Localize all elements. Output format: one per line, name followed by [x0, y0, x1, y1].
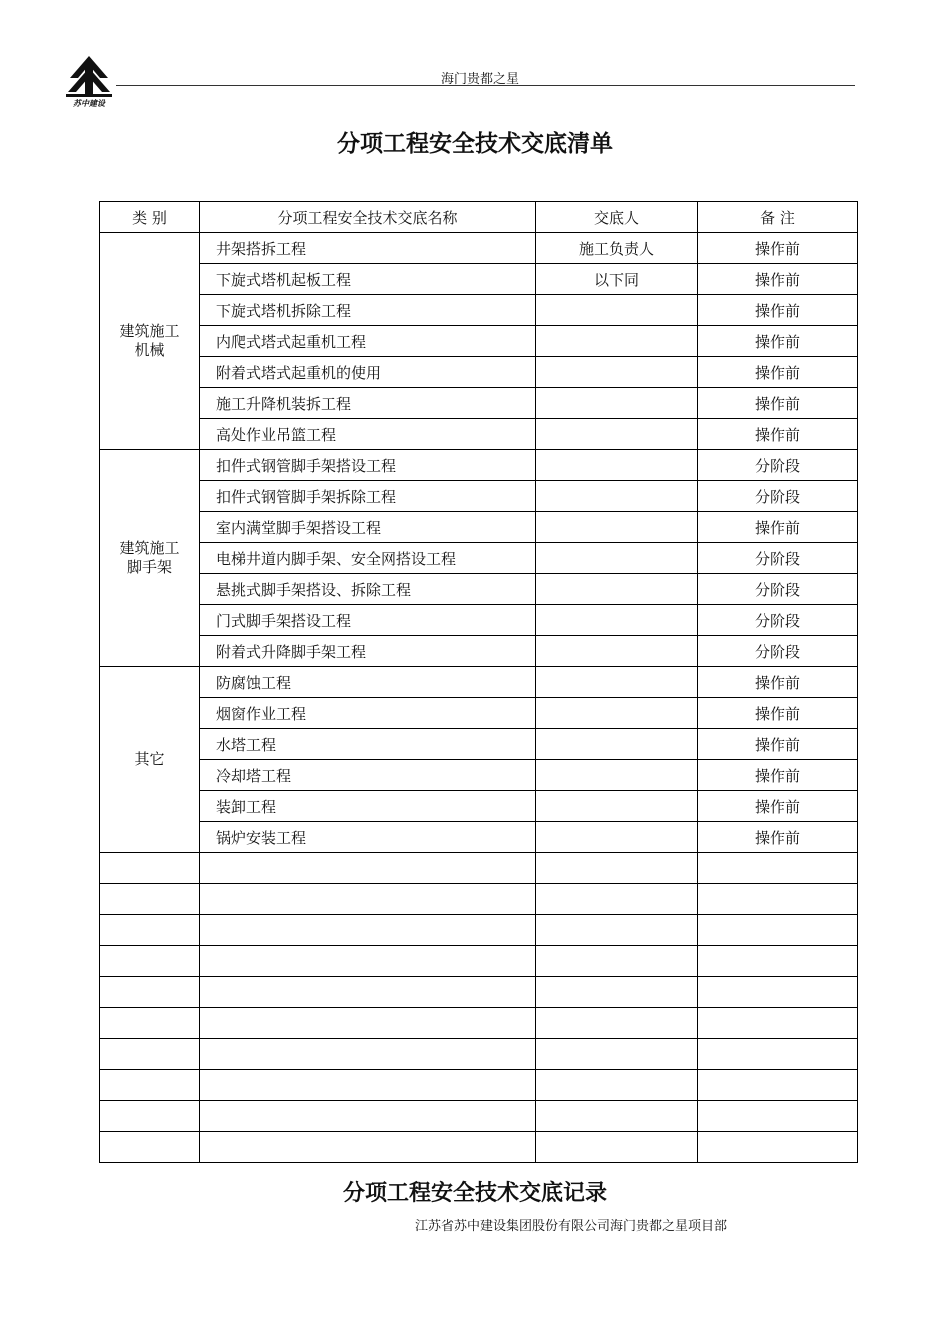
item-person-cell: [536, 419, 698, 450]
empty-row: [100, 1070, 858, 1101]
table-row: [100, 791, 858, 822]
table-row: [100, 326, 858, 357]
item-person-cell: [536, 822, 698, 853]
empty-cell: [200, 977, 536, 1008]
item-remark-cell: 操作前: [698, 729, 858, 760]
table-row: [100, 729, 858, 760]
item-remark-cell: 操作前: [698, 667, 858, 698]
item-person-cell: [536, 326, 698, 357]
item-person-cell: [536, 729, 698, 760]
empty-cell: [536, 1008, 698, 1039]
item-name-cell: 扣件式钢管脚手架搭设工程: [200, 450, 536, 481]
table-row: [100, 605, 858, 636]
empty-row: [100, 1008, 858, 1039]
table-row: [100, 667, 858, 698]
page-title: 分项工程安全技术交底清单: [337, 131, 613, 157]
empty-cell: [100, 946, 200, 977]
empty-cell: [536, 884, 698, 915]
empty-cell: [200, 1039, 536, 1070]
company-logo-icon: [64, 54, 114, 98]
item-name-cell: 锅炉安装工程: [200, 822, 536, 853]
empty-cell: [536, 915, 698, 946]
table-row: [100, 233, 858, 264]
header-remark: 备 注: [698, 202, 858, 233]
item-person-cell: [536, 667, 698, 698]
item-person-cell: 施工负责人: [536, 233, 698, 264]
empty-cell: [100, 977, 200, 1008]
header-person: 交底人: [536, 202, 698, 233]
empty-cell: [536, 1132, 698, 1163]
empty-cell: [100, 1039, 200, 1070]
item-name-cell: 烟窗作业工程: [200, 698, 536, 729]
footer-company: 江苏省苏中建设集团股份有限公司海门贵都之星项目部: [415, 1219, 728, 1234]
empty-cell: [536, 1039, 698, 1070]
table-row: [100, 512, 858, 543]
empty-row: [100, 884, 858, 915]
item-name-cell: 施工升降机装拆工程: [200, 388, 536, 419]
item-person-cell: [536, 512, 698, 543]
empty-cell: [698, 946, 858, 977]
item-remark-cell: 操作前: [698, 357, 858, 388]
table-row: [100, 698, 858, 729]
empty-cell: [200, 884, 536, 915]
empty-cell: [100, 1070, 200, 1101]
item-remark-cell: 操作前: [698, 698, 858, 729]
table-row: [100, 822, 858, 853]
disclosure-list-table: [99, 201, 858, 1163]
table-row: [100, 295, 858, 326]
category-cell: 其它: [100, 667, 200, 853]
empty-cell: [698, 915, 858, 946]
empty-cell: [536, 977, 698, 1008]
table-row: [100, 419, 858, 450]
empty-cell: [200, 1132, 536, 1163]
empty-row: [100, 1101, 858, 1132]
item-person-cell: [536, 295, 698, 326]
item-name-cell: 内爬式塔式起重机工程: [200, 326, 536, 357]
empty-cell: [698, 1101, 858, 1132]
item-name-cell: 电梯井道内脚手架、安全网搭设工程: [200, 543, 536, 574]
empty-cell: [698, 1039, 858, 1070]
item-name-cell: 下旋式塔机起板工程: [200, 264, 536, 295]
table-row: [100, 636, 858, 667]
item-remark-cell: 操作前: [698, 295, 858, 326]
header-rule: [116, 85, 855, 86]
item-name-cell: 室内满堂脚手架搭设工程: [200, 512, 536, 543]
logo-text: 苏中建设: [73, 99, 105, 108]
table-row: [100, 357, 858, 388]
empty-cell: [100, 853, 200, 884]
empty-cell: [100, 915, 200, 946]
empty-cell: [200, 853, 536, 884]
item-remark-cell: 分阶段: [698, 543, 858, 574]
empty-cell: [200, 946, 536, 977]
item-name-cell: 防腐蚀工程: [200, 667, 536, 698]
table-row: [100, 450, 858, 481]
item-person-cell: [536, 605, 698, 636]
empty-cell: [698, 853, 858, 884]
empty-cell: [100, 1008, 200, 1039]
item-remark-cell: 分阶段: [698, 481, 858, 512]
item-remark-cell: 操作前: [698, 512, 858, 543]
item-remark-cell: 操作前: [698, 822, 858, 853]
item-name-cell: 门式脚手架搭设工程: [200, 605, 536, 636]
item-name-cell: 下旋式塔机拆除工程: [200, 295, 536, 326]
empty-cell: [100, 1132, 200, 1163]
empty-cell: [698, 884, 858, 915]
item-person-cell: [536, 636, 698, 667]
empty-cell: [536, 853, 698, 884]
item-person-cell: [536, 543, 698, 574]
item-person-cell: [536, 388, 698, 419]
item-remark-cell: 操作前: [698, 233, 858, 264]
item-person-cell: [536, 357, 698, 388]
item-name-cell: 高处作业吊篮工程: [200, 419, 536, 450]
empty-cell: [698, 1008, 858, 1039]
item-person-cell: [536, 450, 698, 481]
table-row: [100, 481, 858, 512]
item-name-cell: 井架搭拆工程: [200, 233, 536, 264]
item-person-cell: [536, 760, 698, 791]
empty-cell: [698, 1070, 858, 1101]
empty-row: [100, 853, 858, 884]
item-name-cell: 水塔工程: [200, 729, 536, 760]
empty-cell: [536, 1101, 698, 1132]
item-name-cell: 悬挑式脚手架搭设、拆除工程: [200, 574, 536, 605]
item-person-cell: [536, 481, 698, 512]
empty-row: [100, 915, 858, 946]
empty-row: [100, 1132, 858, 1163]
empty-cell: [100, 884, 200, 915]
item-remark-cell: 操作前: [698, 419, 858, 450]
header-name: 分项工程安全技术交底名称: [200, 202, 536, 233]
table-row: [100, 388, 858, 419]
empty-cell: [536, 946, 698, 977]
header-category: 类 别: [100, 202, 200, 233]
table-row: [100, 574, 858, 605]
empty-cell: [698, 1132, 858, 1163]
empty-cell: [200, 1070, 536, 1101]
item-name-cell: 冷却塔工程: [200, 760, 536, 791]
category-cell: 建筑施工 脚手架: [100, 450, 200, 667]
item-remark-cell: 操作前: [698, 388, 858, 419]
item-person-cell: [536, 791, 698, 822]
table-row: [100, 543, 858, 574]
empty-cell: [536, 1070, 698, 1101]
header-project-name: 海门贵都之星: [440, 72, 519, 87]
empty-cell: [200, 915, 536, 946]
item-remark-cell: 分阶段: [698, 450, 858, 481]
item-name-cell: 扣件式钢管脚手架拆除工程: [200, 481, 536, 512]
empty-row: [100, 1039, 858, 1070]
item-person-cell: [536, 698, 698, 729]
empty-row: [100, 946, 858, 977]
item-remark-cell: 分阶段: [698, 574, 858, 605]
item-remark-cell: 操作前: [698, 264, 858, 295]
item-remark-cell: 操作前: [698, 326, 858, 357]
footer-title: 分项工程安全技术交底记录: [342, 1181, 607, 1206]
category-cell: 建筑施工 机械: [100, 233, 200, 450]
item-name-cell: 装卸工程: [200, 791, 536, 822]
item-name-cell: 附着式塔式起重机的使用: [200, 357, 536, 388]
table-header-row: [100, 202, 858, 233]
empty-cell: [100, 1101, 200, 1132]
table-row: [100, 760, 858, 791]
empty-cell: [698, 977, 858, 1008]
item-person-cell: 以下同: [536, 264, 698, 295]
item-remark-cell: 操作前: [698, 760, 858, 791]
item-name-cell: 附着式升降脚手架工程: [200, 636, 536, 667]
empty-cell: [200, 1101, 536, 1132]
item-remark-cell: 操作前: [698, 791, 858, 822]
empty-row: [100, 977, 858, 1008]
item-remark-cell: 分阶段: [698, 605, 858, 636]
empty-cell: [200, 1008, 536, 1039]
item-remark-cell: 分阶段: [698, 636, 858, 667]
table-row: [100, 264, 858, 295]
company-logo: [64, 54, 114, 112]
item-person-cell: [536, 574, 698, 605]
table-body: [100, 233, 858, 1163]
